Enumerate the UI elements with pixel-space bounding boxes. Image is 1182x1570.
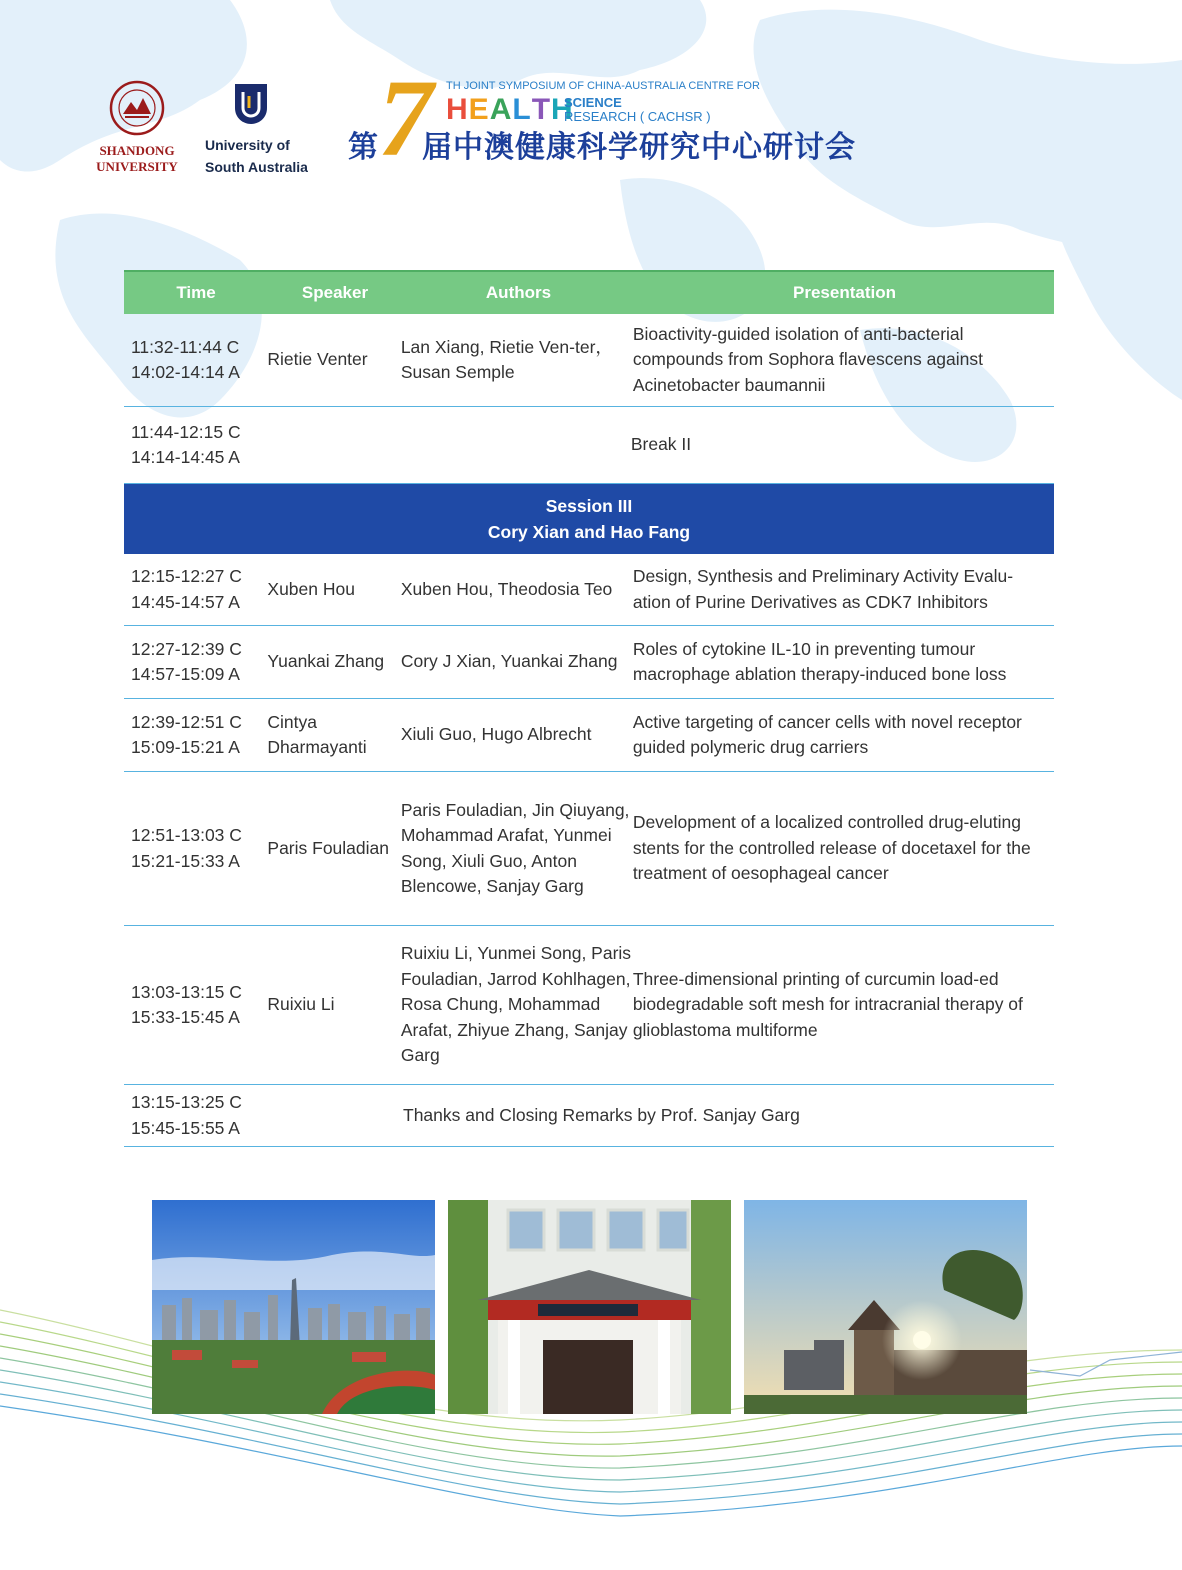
- time-china: 12:27-12:39 C: [131, 638, 242, 659]
- time-cell: [124, 637, 267, 688]
- time-china: 13:15-13:25 C: [131, 1092, 242, 1112]
- sdu-name-line2: UNIVERSITY: [96, 159, 178, 174]
- presentation-cell: Design, Synthesis and Preliminary Activity Evalu-ation of Purine Derivatives as CDK7 Inhibitors: [632, 566, 1014, 612]
- authors-cell: Lan Xiang, Rietie Ven-ter，Susan Semple: [400, 336, 613, 382]
- header-speaker: Speaker: [301, 283, 369, 302]
- session-chairs: Cory Xian and Hao Fang: [487, 522, 691, 542]
- presentation-cell: Active targeting of cancer cells with novel receptor guided polymeric drug carriers: [632, 711, 1022, 757]
- header-authors: Authors: [485, 283, 552, 302]
- speaker-cell: Cintya Dharmayanti: [267, 711, 367, 757]
- time-cell: [124, 335, 267, 386]
- authors-cell: Ruixiu Li, Yunmei Song, Paris Fouladian, Jarrod Kohlhagen, Rosa Chung, Mohammad Arafat, Zhiyue Zhang, Sanjay Garg: [400, 943, 632, 1066]
- title-research: RESEARCH ( CACHSR ): [564, 109, 711, 124]
- time-australia: 15:21-15:33 A: [131, 850, 240, 871]
- authors-cell: Xiuli Guo, Hugo Albrecht: [400, 724, 592, 745]
- closing-label: Thanks and Closing Remarks by Prof. Sanjay Garg: [403, 1104, 800, 1125]
- title-health: HEALTH: [446, 93, 574, 126]
- presentation-cell: Three-dimensional printing of curcumin load-ed biodegradable soft mesh for intracranial therapy of glioblastoma multiforme: [632, 968, 1023, 1040]
- authors-cell: Cory J Xian, Yuankai Zhang: [400, 651, 618, 672]
- authors-cell: Paris Fouladian, Jin Qiuyang, Mohammad Arafat, Yunmei Song, Xiuli Guo, Anton Blencowe, Sanjay Garg: [400, 799, 630, 896]
- unisa-name-line1: University of: [205, 137, 290, 153]
- symposium-title: [348, 57, 868, 179]
- speaker-cell: Paris Fouladian: [267, 837, 390, 858]
- time-cell: [124, 564, 267, 615]
- header-presentation: Presentation: [793, 283, 896, 302]
- edition-number: 7: [378, 57, 433, 179]
- table-row: [124, 699, 1054, 772]
- time-cell: [124, 980, 267, 1031]
- unisa-logo: [205, 82, 325, 175]
- presentation-cell: Bioactivity-guided isolation of anti-bacterial compounds from Sophora flavescens against Acinetobacter baumannii: [632, 323, 984, 395]
- time-cell: [124, 420, 268, 471]
- time-china: 12:15-12:27 C: [131, 566, 242, 586]
- time-china: 11:32-11:44 C: [131, 336, 240, 357]
- university-seal-icon: [109, 80, 165, 136]
- shandong-university-logo: [92, 80, 182, 173]
- session-title: Session III: [545, 496, 633, 516]
- title-en-top: TH JOINT SYMPOSIUM OF CHINA-AUSTRALIA CENTRE FOR: [446, 80, 760, 92]
- break-label: Break II: [630, 434, 692, 455]
- title-cn-main: 届中澳健康科学研究中心研讨会: [422, 131, 856, 164]
- photo-college-building: [448, 1200, 731, 1414]
- time-cell: [124, 1090, 268, 1141]
- time-china: 12:39-12:51 C: [131, 711, 242, 732]
- time-australia: 14:14-14:45 A: [131, 447, 240, 467]
- time-cell: [124, 823, 267, 874]
- table-row-break: [124, 407, 1054, 484]
- title-science: SCIENCE: [564, 95, 622, 110]
- table-row: [124, 926, 1054, 1085]
- table-row: [124, 772, 1054, 926]
- schedule-table: [124, 270, 1054, 1147]
- time-china: 13:03-13:15 C: [131, 981, 242, 1002]
- time-australia: 15:45-15:55 A: [131, 1117, 240, 1138]
- authors-cell: Xuben Hou, Theodosia Teo: [400, 578, 613, 599]
- time-australia: 14:02-14:14 A: [131, 362, 240, 382]
- time-china: 11:44-12:15 C: [131, 421, 241, 442]
- unisa-name-line2: South Australia: [205, 159, 308, 175]
- table-row-closing: [124, 1085, 1054, 1147]
- time-australia: 14:57-15:09 A: [131, 664, 240, 684]
- sdu-name-line1: SHANDONG: [99, 143, 175, 158]
- unisa-shield-icon: [233, 82, 269, 126]
- speaker-cell: Rietie Venter: [267, 349, 368, 370]
- time-australia: 14:45-14:57 A: [131, 591, 240, 612]
- header-time: Time: [176, 283, 216, 302]
- session-header: [124, 484, 1054, 554]
- time-cell: [124, 710, 267, 761]
- table-row: [124, 626, 1054, 699]
- speaker-cell: Yuankai Zhang: [267, 651, 385, 672]
- presentation-cell: Development of a localized controlled drug-eluting stents for the controlled release of docetaxel for the treatment of oesophageal cancer: [632, 812, 1031, 884]
- table-header: [124, 270, 1054, 314]
- photo-city-skyline: [152, 1200, 435, 1414]
- time-china: 12:51-13:03 C: [131, 825, 242, 845]
- title-cn-prefix: 第: [348, 131, 378, 164]
- time-australia: 15:09-15:21 A: [131, 737, 240, 757]
- table-row: [124, 314, 1054, 407]
- photo-sunset-tower: [744, 1200, 1027, 1414]
- speaker-cell: Xuben Hou: [267, 578, 355, 599]
- time-australia: 15:33-15:45 A: [131, 1007, 240, 1027]
- speaker-cell: Ruixiu Li: [267, 994, 335, 1015]
- presentation-cell: Roles of cytokine IL-10 in preventing tumour macrophage ablation therapy-induced bone loss: [632, 638, 1007, 684]
- table-row: [124, 554, 1054, 626]
